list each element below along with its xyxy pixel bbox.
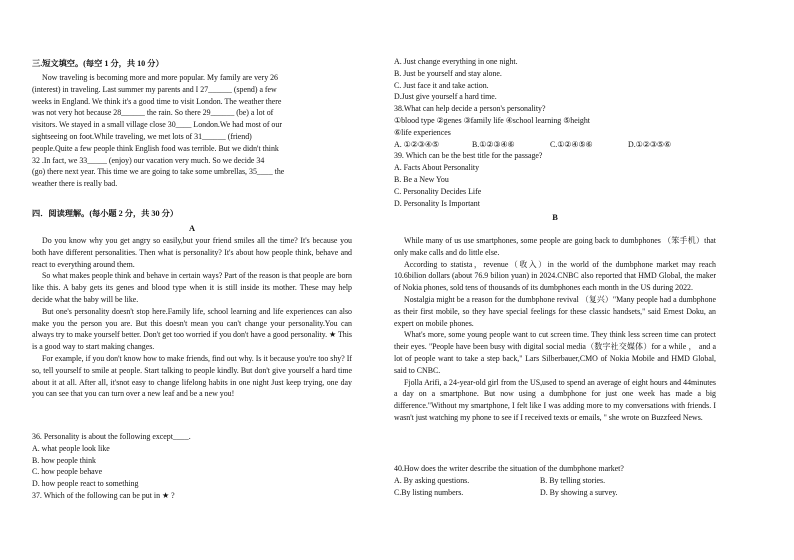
passage-paragraph: So what makes people think and behave in certain ways? Part of the reason is that people are born like this. A baby gets its genes and blood type when it is still inside its mother. These may help decide what the baby will be like. xyxy=(32,271,352,304)
passage-paragraph: Fjolla Arifi, a 24-year-old girl from the US,used to spend an average of eight hours and 44minutes a day on a smartphone. But now using a dumbphone for just one week has made a big difference."Without my smartphone, I felt like I was adding more to my conversations with friends. I wasn't just watching my phone to see if I received texts or emails, " she wrote on Buzzfeed News. xyxy=(394,377,716,422)
passage-a-label: A xyxy=(188,224,196,233)
answer-option: A. what people look like xyxy=(32,443,110,453)
section-3-title: 三.短文填空。(每空 1 分，共 10 分） xyxy=(32,59,164,68)
passage-paragraph: But one's personality doesn't stop here.Family life, school learning and life experiences can also make you the person you are. But this doesn't mean you can't change your personality.You can always try to make yourself better. Don't get too worried if you don't have a good personality. ★ This is a good way to start making changes. xyxy=(32,306,352,352)
answer-option: A. ①②③④⑤ xyxy=(394,139,440,149)
cloze-line: people.Quite a few people think English food was terrible. But we didn't think xyxy=(32,143,279,153)
cloze-line: weeks in England. We think it's a good time to visit London. The weather there xyxy=(32,96,282,106)
question-stem: 37. Which of the following can be put in ★ ? xyxy=(32,490,175,500)
answer-option: C. how people behave xyxy=(32,467,103,477)
answer-option: C.①②④⑤⑥ xyxy=(550,139,593,149)
passage-paragraph: Do you know why you get angry so easily,but your friend smiles all the time? It's because you both have different personalities. Then what is personality? It's about how people think, behave and react to everything around them. xyxy=(32,236,352,269)
passage-a xyxy=(32,235,352,400)
q40-options-row xyxy=(394,475,716,487)
question-stem: 40.How does the writer describe the situation of the dumbphone market? xyxy=(394,464,624,473)
answer-option: B.①②③④⑥ xyxy=(472,139,515,149)
answer-option: C. Just face it and take action. xyxy=(394,80,489,90)
passage-paragraph: What's more, some young people want to cut screen time. They think less screen time can protect their eyes. "People have been busy with digital social media（数字社交媒体）for a while ， and a lot of people want to take a step back," Lars Silberbauer,CMO of Nokia Mobile and HMD Global, said to CNBC. xyxy=(394,330,716,375)
cloze-line: Now traveling is becoming more and more popular. My family are very 26 xyxy=(42,73,278,82)
passage-paragraph: While many of us use smartphones, some people are going back to dumbphones （笨手机）that only make calls and do little else. xyxy=(394,236,716,257)
answer-option: A. Facts About Personality xyxy=(394,163,480,173)
q38-items: ①blood type ②genes ③family life ④school learning ⑤height xyxy=(394,115,590,125)
question-36 xyxy=(32,431,352,502)
answer-option: A. By asking questions. xyxy=(394,475,470,485)
question-40 xyxy=(394,463,716,498)
passage-paragraph: Nostalgia might be a reason for the dumbphone revival （复兴）"Many people had a dumbphone as their first mobile, so they have special feelings for these classic handsets," said Ernest Doku, an expert on mobile phones. xyxy=(394,294,716,328)
cloze-line: (go) there next year. This time we are going to take some umbrellas, 35____ the xyxy=(32,167,285,177)
passage-b-label: B xyxy=(552,213,558,222)
q38-items: ⑥life experiences xyxy=(394,127,451,137)
answer-option: D. By showing a survey. xyxy=(540,487,618,497)
answer-option: B. By telling stories. xyxy=(540,475,606,485)
answer-option: C.By listing numbers. xyxy=(394,487,464,497)
answer-option: B. Just be yourself and stay alone. xyxy=(394,68,502,78)
answer-option: C. Personality Decides Life xyxy=(394,186,482,196)
answer-option: D. Personality Is Important xyxy=(394,198,480,208)
section-4-title: 四．阅读理解。(每小题 2 分，共 30 分） xyxy=(32,209,179,218)
answer-option: A. Just change everything in one night. xyxy=(394,57,518,66)
cloze-passage xyxy=(32,72,352,190)
answer-option: B. Be a New You xyxy=(394,174,449,184)
cloze-line: visitors. We stayed in a small village close 30____ London.We had most of our xyxy=(32,120,282,130)
answer-option: D.①②③⑤⑥ xyxy=(628,139,672,149)
cloze-line: was not very hot because 28______ the rain. So there 29______ (be) a lot of xyxy=(32,108,274,118)
answer-option: D.Just give yourself a hard time. xyxy=(394,92,497,102)
q40-options-row xyxy=(394,487,716,499)
question-stem: 39. Which can be the best title for the passage? xyxy=(394,151,543,161)
passage-paragraph: For example, if you don't know how to make friends, find out why. Is it because you're too shy? If so, tell yourself to smile at people. Start talking to people kindly. But don't give yourself a hard time about it at all. After all, it'snot easy to change lifelong habits in one night Just keep trying, one day you can see that you can turn over a new leaf and be a new you! xyxy=(32,353,352,399)
answer-option: D. how people react to something xyxy=(32,479,139,489)
q38-options xyxy=(394,139,716,151)
cloze-line: sightseeing on foot.While traveling, we met lots of 31______ (friend) xyxy=(32,131,252,141)
passage-paragraph: According to statista，revenue（收入）in the world of the dumbphone market may reach 10.6bilion dollars (about 76.9 bilion yuan) in 2024.CNBC also reported that HMD Global, the maker of Nokia phones, sold tens of thousands of its dumbphones each month in the US during 2022. xyxy=(394,259,716,293)
answer-option: B. how people think xyxy=(32,455,96,465)
question-37-options xyxy=(394,56,716,209)
question-stem: 36. Personality is about the following except____. xyxy=(32,432,191,441)
cloze-line: (interest) in traveling. Last summer my parents and I 27______ (spend) a few xyxy=(32,84,277,94)
cloze-line: weather there is really bad. xyxy=(32,179,118,189)
cloze-line: 32 .In fact, we 33_____ (enjoy) our vacation very much. So we decide 34 xyxy=(32,155,265,165)
question-stem: 38.What can help decide a person's personality? xyxy=(394,104,546,114)
passage-b xyxy=(394,235,716,424)
